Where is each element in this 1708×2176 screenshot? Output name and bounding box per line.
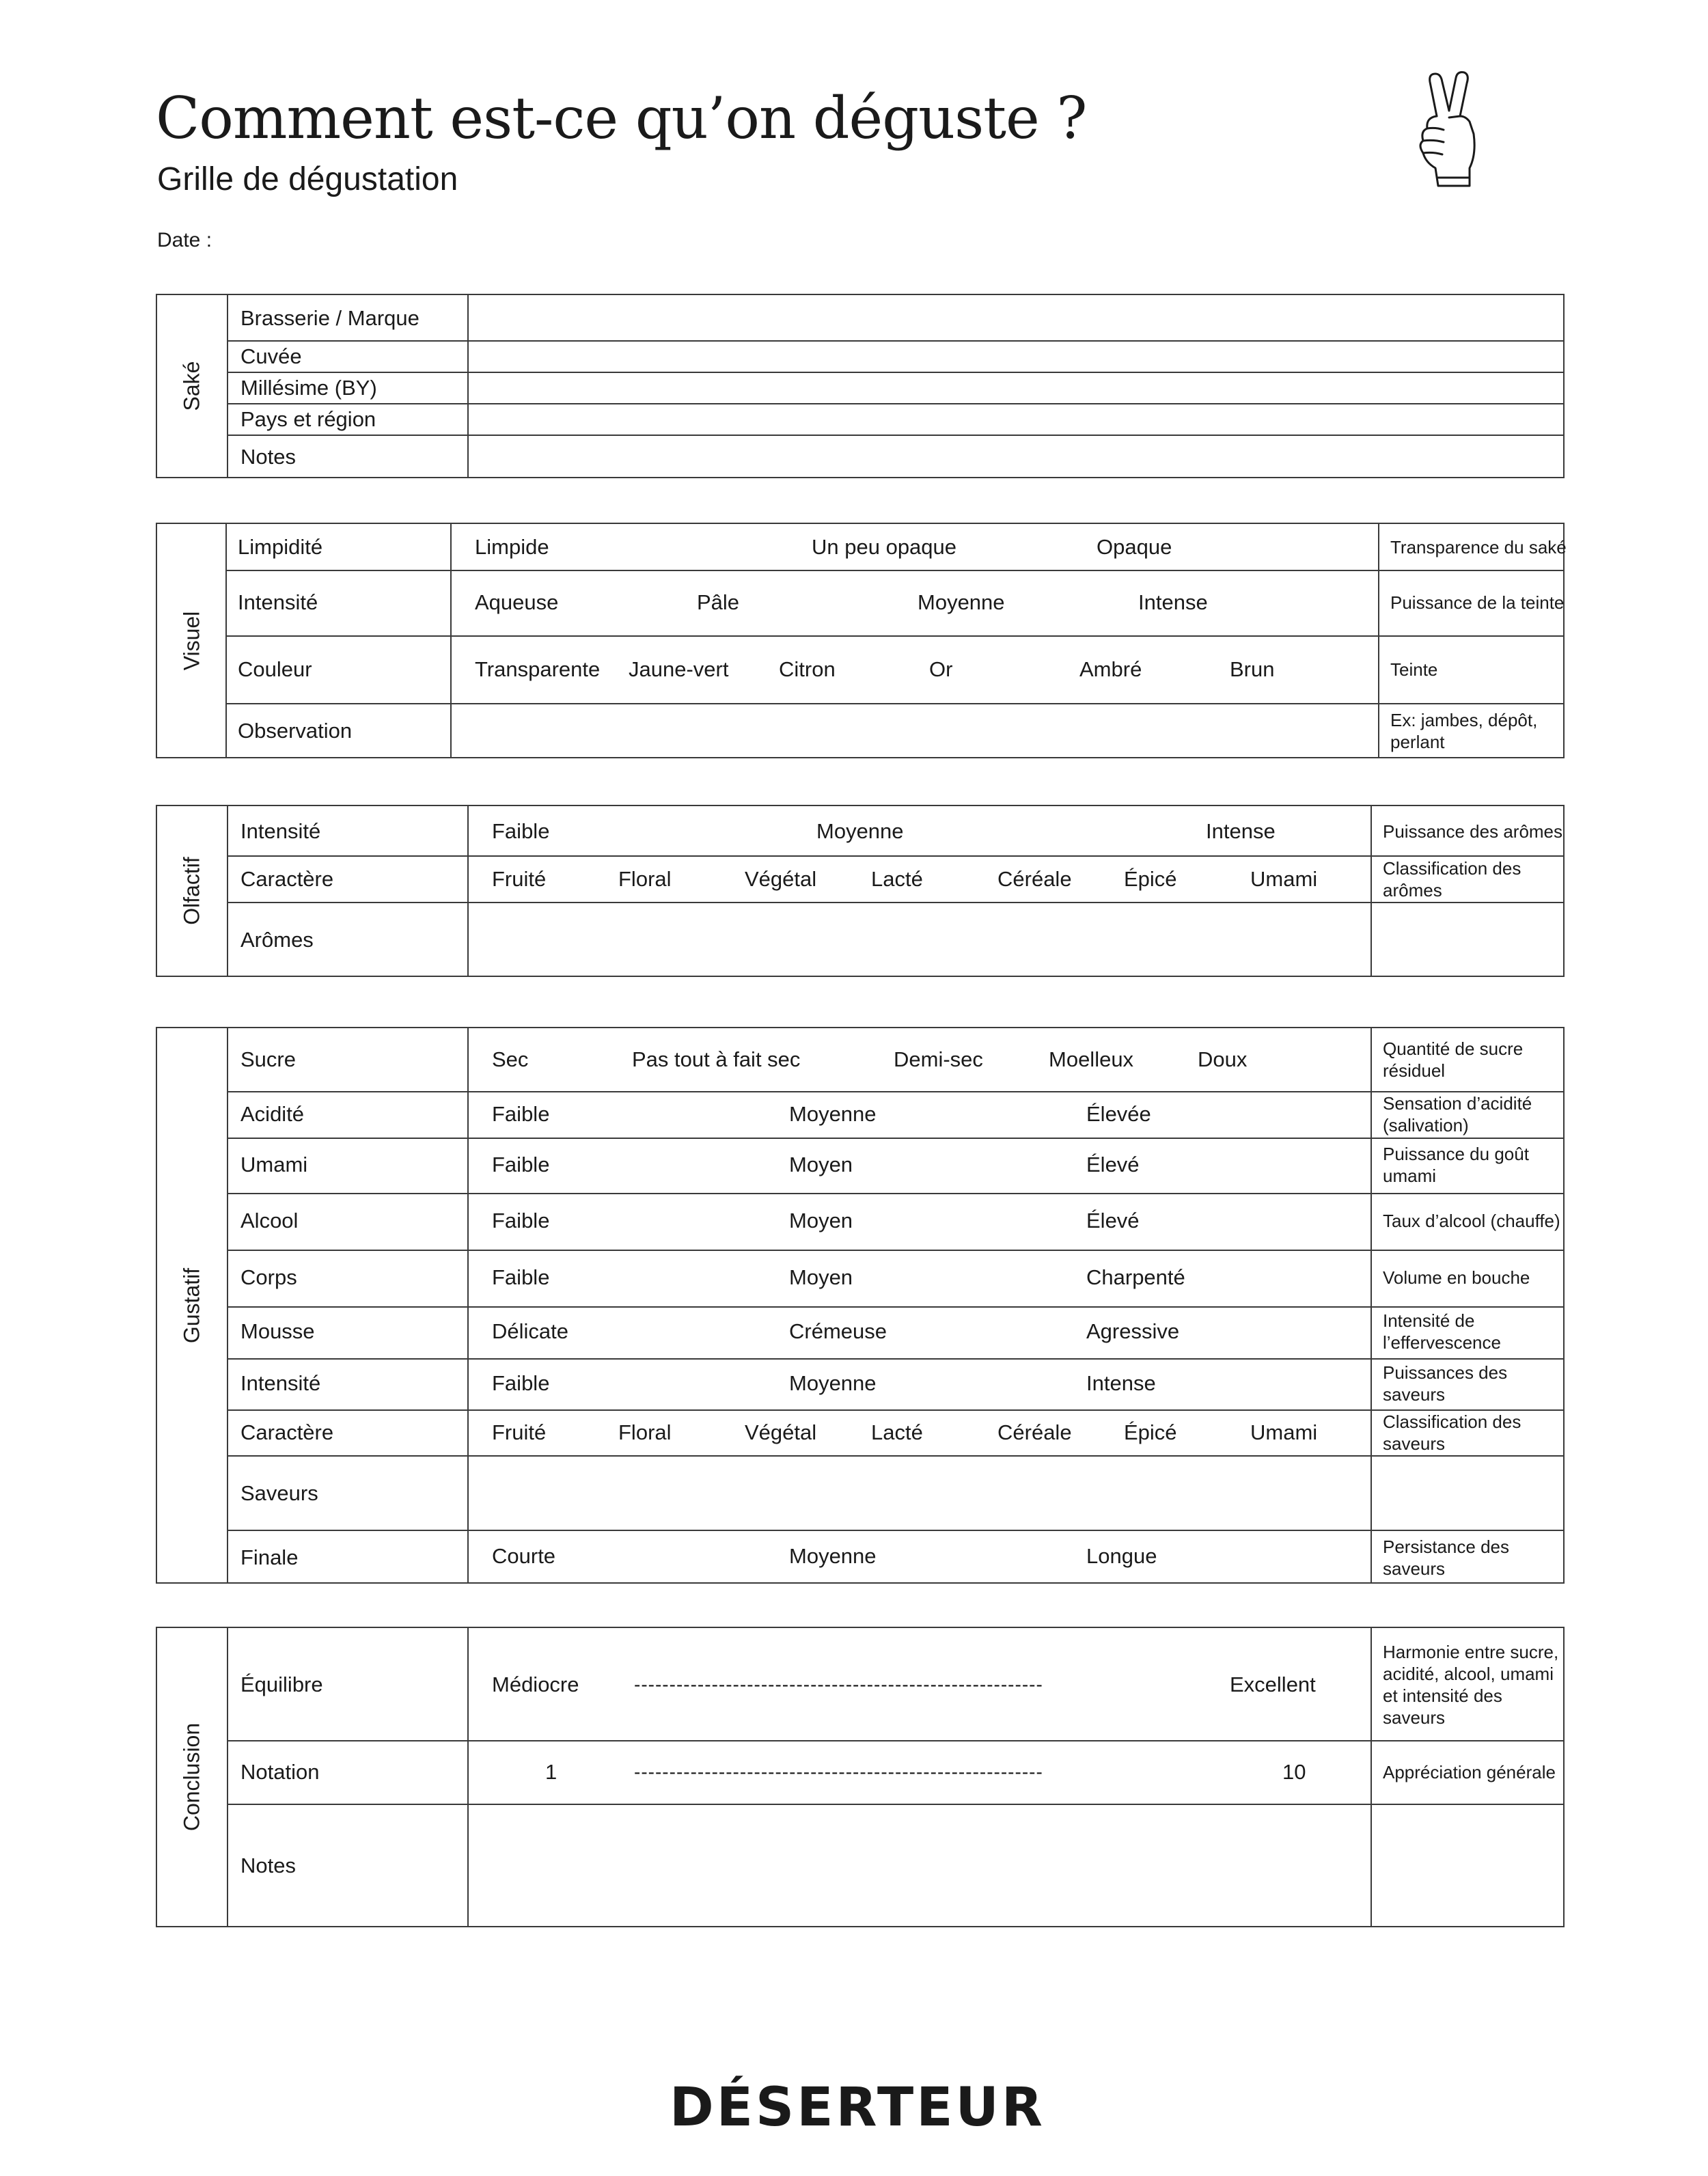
peace-hand-icon (1411, 68, 1493, 191)
row-label-olf-caractere: Caractère (240, 867, 334, 891)
option-ambre[interactable]: Ambré (1079, 657, 1142, 681)
note-umami: Puissance du goût umami (1383, 1144, 1529, 1186)
option-acidite-moyenne[interactable]: Moyenne (789, 1102, 877, 1126)
option-demi-sec[interactable]: Demi-sec (894, 1047, 983, 1071)
observation-field[interactable] (452, 704, 1377, 757)
option-olf-fruite[interactable]: Fruité (492, 867, 547, 891)
row-label-intensite: Intensité (238, 590, 318, 614)
option-aqueuse[interactable]: Aqueuse (475, 590, 559, 614)
section-label-conclusion: Conclusion (179, 1722, 204, 1832)
option-alcool-faible[interactable]: Faible (492, 1209, 550, 1232)
option-corps-moyen[interactable]: Moyen (789, 1265, 853, 1289)
option-olf-cereale[interactable]: Céréale (997, 867, 1072, 891)
option-olf-floral[interactable]: Floral (618, 867, 672, 891)
option-olf-faible[interactable]: Faible (492, 819, 550, 843)
pays-field[interactable] (469, 404, 1562, 433)
option-mousse-delicate[interactable]: Délicate (492, 1319, 568, 1343)
option-moelleux[interactable]: Moelleux (1049, 1047, 1134, 1071)
option-alcool-eleve[interactable]: Élevé (1086, 1209, 1140, 1232)
option-umami-eleve[interactable]: Élevé (1086, 1153, 1140, 1176)
row-label-equilibre: Équilibre (240, 1672, 323, 1696)
note-observation: Ex: jambes, dépôt, perlant (1390, 710, 1538, 752)
note-mousse: Intensité de l’effervescence (1383, 1310, 1501, 1353)
row-label-umami: Umami (240, 1153, 308, 1176)
row-label-conclusion-notes: Notes (240, 1854, 296, 1877)
notes-field[interactable] (469, 436, 1562, 477)
option-olf-epice[interactable]: Épicé (1124, 867, 1177, 891)
option-olf-vegetal[interactable]: Végétal (745, 867, 817, 891)
note-alcool: Taux d’alcool (chauffe) (1383, 1211, 1560, 1231)
option-transparente[interactable]: Transparente (475, 657, 601, 681)
row-label-aromes: Arômes (240, 928, 314, 952)
note-gust-intensite: Puissances des saveurs (1383, 1362, 1508, 1405)
option-olf-intense[interactable]: Intense (1206, 819, 1276, 843)
section-label-gustatif: Gustatif (179, 1267, 204, 1343)
option-opaque[interactable]: Opaque (1097, 535, 1172, 559)
note-gust-caractere: Classification des saveurs (1383, 1411, 1521, 1454)
brasserie-field[interactable] (469, 295, 1562, 339)
option-gust-umami[interactable]: Umami (1250, 1420, 1318, 1444)
note-limpidite: Transparence du saké (1390, 537, 1567, 557)
option-gust-floral[interactable]: Floral (618, 1420, 672, 1444)
option-citron[interactable]: Citron (779, 657, 836, 681)
option-finale-moyenne[interactable]: Moyenne (789, 1544, 877, 1568)
option-pale[interactable]: Pâle (697, 590, 740, 614)
note-notation: Appréciation générale (1383, 1762, 1556, 1782)
row-label-pays: Pays et région (240, 407, 376, 431)
option-jaune-vert[interactable]: Jaune-vert (629, 657, 729, 681)
section-label-visuel: Visuel (179, 611, 204, 670)
option-gust-epice[interactable]: Épicé (1124, 1420, 1177, 1444)
row-label-couleur: Couleur (238, 657, 312, 681)
option-olf-lacte[interactable]: Lacté (871, 867, 923, 891)
section-label-sake: Saké (179, 361, 204, 411)
option-un-peu-opaque[interactable]: Un peu opaque (812, 535, 957, 559)
olfactif-section (156, 805, 1565, 977)
option-gust-intense[interactable]: Intense (1086, 1371, 1156, 1395)
row-label-finale: Finale (240, 1545, 299, 1569)
option-gust-faible[interactable]: Faible (492, 1371, 550, 1395)
option-acidite-faible[interactable]: Faible (492, 1102, 550, 1126)
row-label-corps: Corps (240, 1265, 297, 1289)
row-label-sucre: Sucre (240, 1047, 296, 1071)
option-intense[interactable]: Intense (1138, 590, 1208, 614)
equilibre-low-label: Médiocre (492, 1672, 579, 1696)
option-corps-faible[interactable]: Faible (492, 1265, 550, 1289)
note-corps: Volume en bouche (1383, 1267, 1530, 1288)
row-label-millesime: Millésime (BY) (240, 376, 377, 400)
option-finale-courte[interactable]: Courte (492, 1544, 556, 1568)
note-intensite: Puissance de la teinte (1390, 592, 1565, 613)
option-umami-faible[interactable]: Faible (492, 1153, 550, 1176)
option-pas-tout-a-fait-sec[interactable]: Pas tout à fait sec (632, 1047, 801, 1071)
brand-logo: DÉSERTEUR (670, 2077, 1045, 2138)
option-brun[interactable]: Brun (1230, 657, 1275, 681)
option-gust-moyenne[interactable]: Moyenne (789, 1371, 877, 1395)
row-label-saveurs: Saveurs (240, 1481, 318, 1505)
note-olf-caractere: Classification des arômes (1383, 858, 1521, 900)
option-sec[interactable]: Sec (492, 1047, 529, 1071)
note-equilibre: Harmonie entre sucre, acidité, alcool, umami et intensité des saveurs (1383, 1642, 1559, 1728)
section-label-olfactif: Olfactif (179, 857, 204, 925)
page-subtitle: Grille de dégustation (157, 161, 458, 197)
page-title: Comment est-ce qu’on déguste ? (156, 85, 1087, 152)
conclusion-section (156, 1627, 1565, 1927)
millesime-field[interactable] (469, 373, 1562, 402)
option-limpide[interactable]: Limpide (475, 535, 549, 559)
option-finale-longue[interactable]: Longue (1086, 1544, 1157, 1568)
option-moyenne[interactable]: Moyenne (918, 590, 1005, 614)
gustatif-section (156, 1027, 1565, 1584)
equilibre-scale[interactable]: ---------------------------------------------------------- (634, 1674, 1043, 1695)
option-mousse-agressive[interactable]: Agressive (1086, 1319, 1180, 1343)
notation-low-label: 1 (545, 1760, 557, 1784)
row-label-observation: Observation (238, 719, 353, 743)
visuel-section (156, 523, 1565, 758)
note-sucre: Quantité de sucre résiduel (1383, 1038, 1524, 1081)
note-finale: Persistance des saveurs (1383, 1537, 1509, 1579)
note-couleur: Teinte (1390, 659, 1438, 680)
note-olf-intensite: Puissance des arômes (1383, 821, 1563, 842)
cuvee-field[interactable] (469, 342, 1562, 370)
option-gust-vegetal[interactable]: Végétal (745, 1420, 817, 1444)
option-alcool-moyen[interactable]: Moyen (789, 1209, 853, 1232)
row-label-notation: Notation (240, 1760, 320, 1784)
conclusion-notes-field[interactable] (469, 1805, 1369, 1926)
option-doux[interactable]: Doux (1198, 1047, 1248, 1071)
row-label-acidite: Acidité (240, 1102, 305, 1126)
saveurs-field[interactable] (469, 1457, 1369, 1528)
option-gust-cereale[interactable]: Céréale (997, 1420, 1072, 1444)
note-acidite: Sensation d’acidité (salivation) (1383, 1093, 1532, 1135)
option-mousse-cremeuse[interactable]: Crémeuse (789, 1319, 887, 1343)
option-corps-charpente[interactable]: Charpenté (1086, 1265, 1185, 1289)
option-gust-lacte[interactable]: Lacté (871, 1420, 923, 1444)
row-label-gust-caractere: Caractère (240, 1420, 334, 1444)
row-label-brasserie: Brasserie / Marque (240, 306, 419, 330)
row-label-alcool: Alcool (240, 1209, 299, 1232)
row-label-olf-intensite: Intensité (240, 819, 321, 843)
row-label-cuvee: Cuvée (240, 344, 302, 368)
option-acidite-elevee[interactable]: Élevée (1086, 1102, 1151, 1126)
row-label-mousse: Mousse (240, 1319, 315, 1343)
option-olf-umami[interactable]: Umami (1250, 867, 1318, 891)
option-or[interactable]: Or (929, 657, 953, 681)
notation-high-label: 10 (1282, 1760, 1306, 1784)
option-gust-fruite[interactable]: Fruité (492, 1420, 547, 1444)
notation-scale[interactable]: ---------------------------------------------------------- (634, 1761, 1043, 1782)
sake-section (156, 294, 1565, 478)
row-label-gust-intensite: Intensité (240, 1371, 321, 1395)
row-label-notes: Notes (240, 445, 296, 469)
option-olf-moyenne[interactable]: Moyenne (816, 819, 904, 843)
option-umami-moyen[interactable]: Moyen (789, 1153, 853, 1176)
aromes-field[interactable] (469, 903, 1369, 976)
row-label-limpidite: Limpidité (238, 535, 323, 559)
equilibre-high-label: Excellent (1230, 1672, 1316, 1696)
date-label: Date : (157, 229, 212, 251)
